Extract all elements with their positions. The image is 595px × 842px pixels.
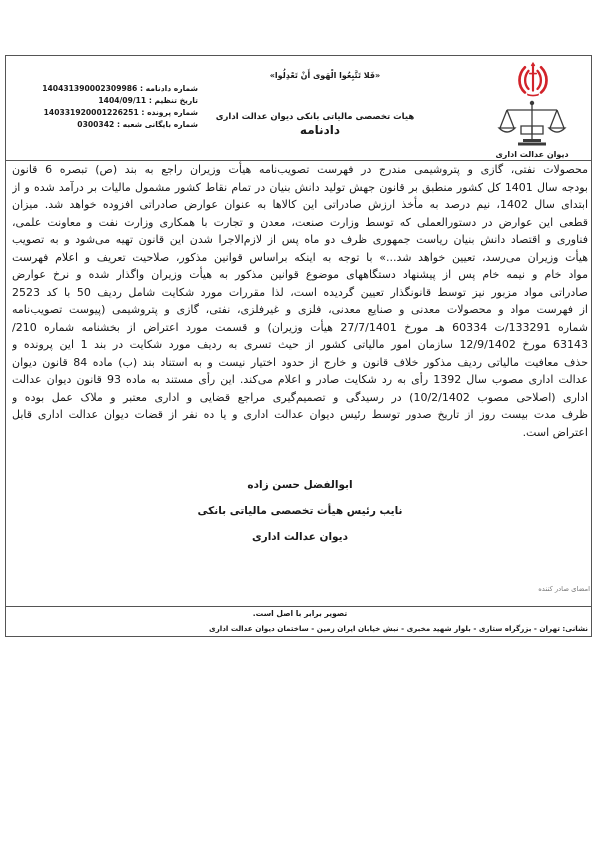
meta-label: شماره دادنامه : (140, 84, 198, 93)
body-line: قطعی این عوارض در دستورالعملی که توسط وزارت صنعت، معدن و تجارت با همکاری وزارت نفت و معاونت علمی، (12, 215, 588, 229)
scales-of-justice-icon (497, 98, 567, 148)
body-line: محصولات نفتی، گازی و پتروشیمی مندرج در فهرست تصویب‌نامه هیأت وزیران راجع به بند (ص) تبصره 6 قانون (12, 163, 588, 176)
body-line: مواد خام و نیمه خام پس از پیشنهاد دستگاههای موضوع قوانین مذکور به هیأت وزیران واگذار شده و نرخ عوارض (12, 268, 588, 281)
verdict-body (12, 161, 588, 441)
body-line: اعتراض است. (522, 425, 588, 439)
meta-label: تاریخ تنظیم : (148, 96, 198, 105)
meta-value: 140331920001226251 (43, 108, 139, 117)
meta-label: شماره بایگانی شعبه : (116, 120, 198, 129)
iran-emblem-icon (514, 61, 552, 97)
signer-organization: دیوان عدالت اداری (252, 531, 348, 543)
meta-label: شماره پرونده : (141, 108, 198, 117)
meta-issue-date (36, 95, 198, 106)
signer-name: ابوالفضل حسن زاده (247, 479, 353, 491)
body-line: بودجه سال 1401 کل کشور منطبق بر قانون جهش تولید دانش بنیان در تمام نقاط کشور مشمول مالیات بر درآمد شده و از (12, 180, 588, 194)
body-line: فناوری و اقتصاد دانش بنیان ریاست جمهوری ظرف دو ماه پس از لازم‌الاجرا شدن این قانون تهیه می‌شود و به تصویب (12, 233, 588, 246)
meta-verdict-number (36, 83, 198, 94)
footer-divider (5, 606, 592, 607)
meta-archive-number (36, 119, 198, 130)
document-type-title: دادنامه (299, 123, 341, 137)
body-line: ابتدای سال 1402، نیم درصد به مأخذ ارزش صادراتی این کالاها به عنوان عوارض صادراتی افزوده خواهد شد. میزان (12, 198, 588, 211)
body-line: ظرف مدت بیست روز از تاریخ صدور توسط رئیس دیوان عدالت اداری و یا ده نفر از قضات دیوان عدالت اداری قابل (12, 408, 588, 421)
body-line: از فهرست مواد و محصولات معدنی و صنایع معدنی، فلزی و غیرفلزی، نفتی، گازی و پتروشیمی (پیوست تصویب‌نامه (12, 303, 588, 316)
emblem-caption: دیوان عدالت اداری (495, 150, 569, 159)
board-title: هیات تخصصی مالیاتی بانکی دیوان عدالت اداری (215, 112, 415, 122)
meta-value: 1404/09/11 (98, 96, 147, 105)
body-line: هیأت وزیران می‌رسد، تعیین خواهد شد...» با توجه به اینکه براساس قوانین مذکور، صلاحیت تعریف و اعلام فهرست (12, 250, 588, 264)
body-line: حذف معافیت مالیاتی ردیف مذکور خلاف قانون و خارج از حدود اختیار نیست و به استناد بند (ب) ماده 84 قانون دیوان (12, 355, 588, 369)
certified-copy-note: تصویر برابر با اصل است. (252, 609, 348, 618)
signer-signature-note: امضای صادر کننده (538, 585, 590, 593)
court-address: نشانی: تهران - بزرگراه ستاری - بلوار شهید مخبری - نبش خیابان ایران زمین - ساختمان دیوان عدالت اداری (209, 624, 588, 633)
signer-title: نایب رئیس هیأت تخصصی مالیاتی بانکی (197, 505, 403, 517)
header-verse: «فَلا تَتَّبِعُوا الْهَوى أَنْ تَعْدِلُوا» (269, 71, 381, 80)
body-line: اداری (اصلاحی مصوب 10/2/1402) در رسیدگی و تصمیم‌گیری مراجع قضایی و اداری معتبر و ملاک عمل بوده و (12, 390, 588, 404)
body-line: صادراتی مواد مزبور نیز توسط قانونگذار تعیین گردیده است، لذا مقررات مورد شکایت شامل ردیف 50 با کد 2523 (12, 285, 588, 299)
body-line: 63143 مورخ 12/9/1402 سازمان امور مالیاتی کشور از حیث تسری به ردیف مورد شکایت در بند 1 این پرونده و (12, 338, 588, 351)
body-line: شماره 133291/ت 60334 هـ مورخ 27/7/1401 هیأت وزیران) و قسمت مورد اعتراض از بخشنامه شماره 210/ (12, 320, 588, 334)
meta-case-number (36, 107, 198, 118)
meta-value: 0300342 (77, 120, 115, 129)
body-line: عدالت اداری مصوب سال 1392 رأی به رد شکایت صادر و اعلام می‌کند. این رأی مستند به ماده 93 قانون دیوان عدالت (12, 373, 588, 386)
meta-value: 140431390002309986 (42, 84, 138, 93)
